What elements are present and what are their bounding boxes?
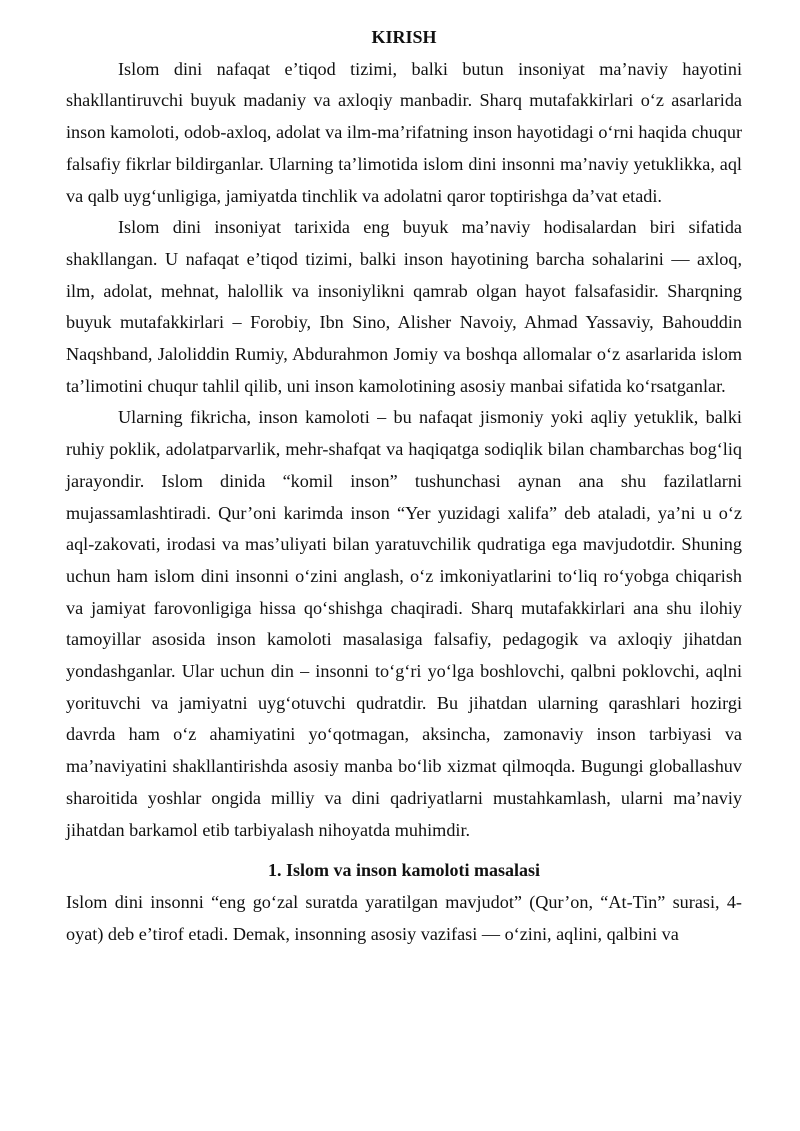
section-paragraph: Islom dini insonni “eng go‘zal suratda yaratilgan mavjudot” (Qur’on, “At-Tin” surasi, 4-oyat) deb e’tirof etadi. Demak, insonning asosiy vazifasi — o‘zini, aqlini, qalbini va: [66, 891, 742, 944]
section-heading: 1. Islom va inson kamoloti masalasi: [267, 860, 541, 881]
intro-paragraph-3: Ularning fikricha, inson kamoloti – bu nafaqat jismoniy yoki aqliy yetuklik, balki ruhiy poklik, adolatparvarlik, mehr-shafqat va haqiqatga sodiqlik bilan chambarchas bog‘liq jarayondir. Islom dinida “komil inson” tushunchasi aynan ana shu fazilatlarni mujassamlashtiradi. Qur’oni karimda inson “Yer yuzidagi xalifa” deb ataladi, ya’ni u o‘z aql-zakovati, irodasi va mas’uliyati bilan yaratuvchilik qudratiga ega mavjudotdir. Shuning uchun ham islom dini insonni o‘zini anglash, o‘z imkoniyatlarini to‘liq ro‘yobga chiqarish va jamiyat farovonligiga hissa qo‘shishga chaqiradi. Sharq mutafakkirlari ana shu ilohiy tamoyillar asosida inson kamoloti masalasiga falsafiy, pedagogik va axloqiy jihatdan yondashganlar. Ular uchun din – insonni to‘g‘ri yo‘lga boshlovchi, qalbni poklovchi, aqlni yorituvchi va jamiyatni uyg‘otuvchi qudratdir. Bu jihatdan ularning qarashlari hozirgi davrda ham o‘z ahamiyatini yo‘qotmagan, aksincha, zamonaviy inson tarbiyasi va ma’naviyatini shakllantirishda asosiy manba bo‘lib xizmat qilmoqda. Bugungi globallashuv sharoitida yoshlar ongida milliy va dini qadriyatlarni mustahkamlash, ularni ma’naviy jihatdan barkamol etib tarbiyalash nihoyatda muhimdir.: [66, 407, 742, 840]
intro-paragraph-2: Islom dini insoniyat tarixida eng buyuk ma’naviy hodisalardan biri sifatida shakllangan. U nafaqat e’tiqod tizimi, balki inson hayotining barcha sohalarini — axloq, ilm, adolat, mehnat, halollik va insoniylikni qamrab olgan hayot falsafasidir. Sharqning buyuk mutafakkirlari – Forobiy, Ibn Sino, Alisher Navoiy, Ahmad Yassaviy, Bahouddin Naqshband, Jaloliddin Rumiy, Abdurahmon Jomiy va boshqa allomalar o‘z asarlarida islom ta’limotini chuqur tahlil qilib, uni inson kamolotining asosiy manbai sifatida ko‘rsatganlar.: [66, 217, 742, 396]
document-page: [66, 22, 742, 950]
document-title: KIRISH: [371, 27, 437, 47]
intro-paragraph-1: Islom dini nafaqat e’tiqod tizimi, balki butun insoniyat ma’naviy hayotini shakllantiruvchi buyuk madaniy va axloqiy manbadir. Sharq mutafakkirlari o‘z asarlarida inson kamoloti, odob-axloq, adolat va ilm-ma’rifatning inson hayotidagi o‘rni haqida chuqur falsafiy fikrlar bildirganlar. Ularning ta’limotida islom dini insonni ma’naviy yetuklikka, aql va qalb uyg‘unligiga, jamiyatda tinchlik va adolatni qaror toptirishga da’vat etadi.: [66, 58, 742, 206]
